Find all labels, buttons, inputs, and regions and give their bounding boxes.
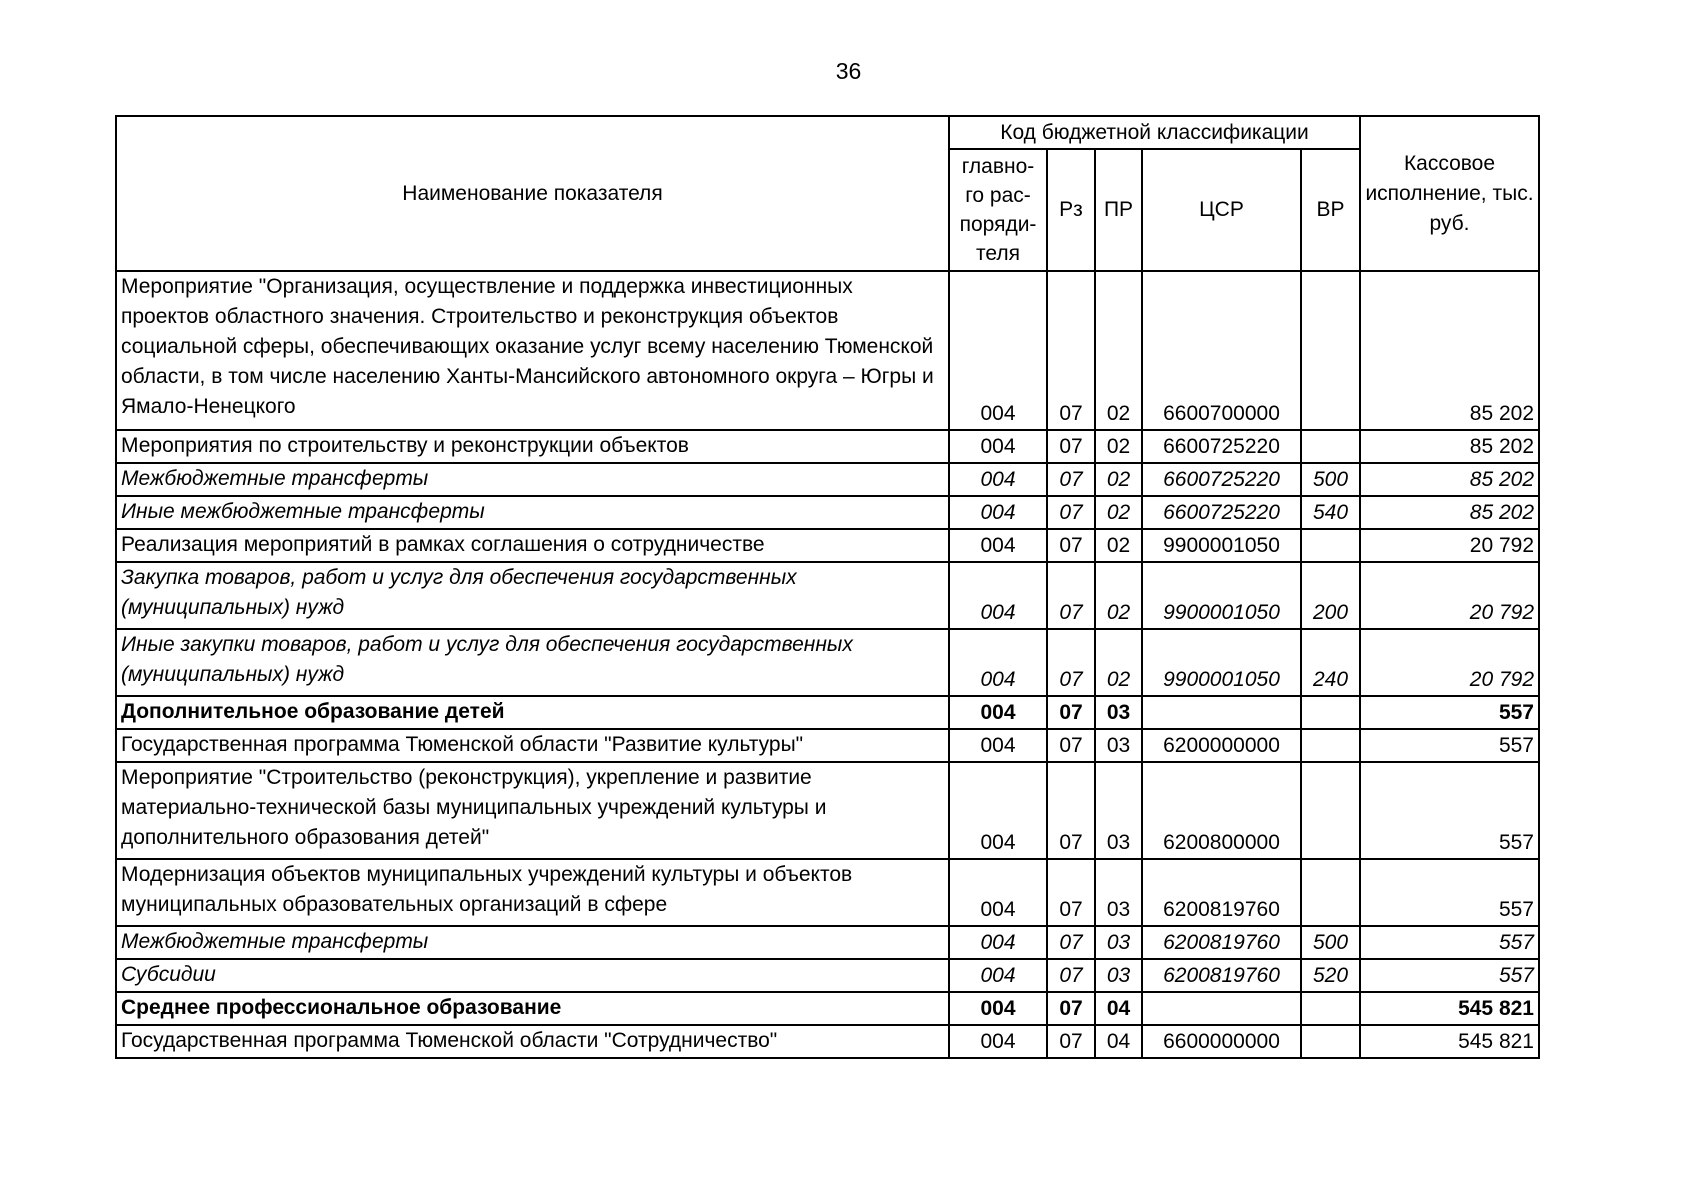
row-name: Мероприятие "Строительство (реконструкция), укрепление и развитие материально-технической базы муниципальных учреждений культуры и дополнительного образования детей" xyxy=(116,762,949,859)
row-csr: 6600000000 xyxy=(1142,1025,1301,1058)
row-name: Межбюджетные трансферты xyxy=(116,926,949,959)
header-cash-execution: Кассовое исполнение, тыс. руб. xyxy=(1360,116,1539,271)
row-csr: 6200000000 xyxy=(1142,729,1301,762)
table-row xyxy=(116,1025,1539,1058)
row-amount: 85 202 xyxy=(1360,463,1539,496)
row-vr xyxy=(1301,529,1360,562)
row-pr: 02 xyxy=(1095,629,1142,696)
row-amount: 20 792 xyxy=(1360,629,1539,696)
row-pr: 03 xyxy=(1095,729,1142,762)
row-csr xyxy=(1142,696,1301,729)
row-rz: 07 xyxy=(1047,430,1095,463)
row-vr: 200 xyxy=(1301,562,1360,629)
row-name: Государственная программа Тюменской области "Сотрудничество" xyxy=(116,1025,949,1058)
row-vr: 500 xyxy=(1301,926,1360,959)
row-name: Дополнительное образование детей xyxy=(116,696,949,729)
row-pr: 02 xyxy=(1095,529,1142,562)
row-vr xyxy=(1301,859,1360,926)
row-pr: 02 xyxy=(1095,496,1142,529)
table-row xyxy=(116,430,1539,463)
row-name: Реализация мероприятий в рамках соглашения о сотрудничестве xyxy=(116,529,949,562)
table-row xyxy=(116,992,1539,1025)
row-pr: 02 xyxy=(1095,430,1142,463)
row-vr xyxy=(1301,430,1360,463)
row-rz: 07 xyxy=(1047,859,1095,926)
row-vr: 520 xyxy=(1301,959,1360,992)
header-csr: ЦСР xyxy=(1142,149,1301,271)
header-gr: главно-го рас-поряди-теля xyxy=(949,149,1047,271)
row-pr: 04 xyxy=(1095,992,1142,1025)
row-rz: 07 xyxy=(1047,729,1095,762)
row-pr: 03 xyxy=(1095,859,1142,926)
header-rz: Рз xyxy=(1047,149,1095,271)
row-amount: 545 821 xyxy=(1360,1025,1539,1058)
row-gr: 004 xyxy=(949,926,1047,959)
row-name: Иные закупки товаров, работ и услуг для обеспечения государственных (муниципальных) нужд xyxy=(116,629,949,696)
table-row xyxy=(116,762,1539,859)
row-rz: 07 xyxy=(1047,629,1095,696)
row-rz: 07 xyxy=(1047,529,1095,562)
row-csr: 6200800000 xyxy=(1142,762,1301,859)
row-name: Иные межбюджетные трансферты xyxy=(116,496,949,529)
table-row xyxy=(116,629,1539,696)
table-row xyxy=(116,463,1539,496)
row-amount: 85 202 xyxy=(1360,496,1539,529)
row-gr: 004 xyxy=(949,729,1047,762)
row-name: Мероприятия по строительству и реконструкции объектов xyxy=(116,430,949,463)
table-row xyxy=(116,271,1539,430)
row-rz: 07 xyxy=(1047,762,1095,859)
row-amount: 20 792 xyxy=(1360,562,1539,629)
row-amount: 557 xyxy=(1360,729,1539,762)
row-gr: 004 xyxy=(949,992,1047,1025)
row-amount: 85 202 xyxy=(1360,271,1539,430)
row-rz: 07 xyxy=(1047,926,1095,959)
table-row xyxy=(116,959,1539,992)
table-row xyxy=(116,729,1539,762)
row-rz: 07 xyxy=(1047,959,1095,992)
row-gr: 004 xyxy=(949,696,1047,729)
header-name: Наименование показателя xyxy=(116,116,949,271)
row-vr xyxy=(1301,271,1360,430)
row-pr: 02 xyxy=(1095,562,1142,629)
row-gr: 004 xyxy=(949,463,1047,496)
row-csr: 6600725220 xyxy=(1142,463,1301,496)
row-gr: 004 xyxy=(949,629,1047,696)
row-csr: 9900001050 xyxy=(1142,529,1301,562)
row-csr xyxy=(1142,992,1301,1025)
row-gr: 004 xyxy=(949,1025,1047,1058)
row-pr: 02 xyxy=(1095,271,1142,430)
table-row xyxy=(116,696,1539,729)
row-amount: 20 792 xyxy=(1360,529,1539,562)
row-pr: 03 xyxy=(1095,926,1142,959)
row-gr: 004 xyxy=(949,859,1047,926)
row-amount: 85 202 xyxy=(1360,430,1539,463)
row-gr: 004 xyxy=(949,762,1047,859)
row-name: Государственная программа Тюменской области "Развитие культуры" xyxy=(116,729,949,762)
row-csr: 6600725220 xyxy=(1142,496,1301,529)
row-amount: 557 xyxy=(1360,859,1539,926)
row-name: Закупка товаров, работ и услуг для обеспечения государственных (муниципальных) нужд xyxy=(116,562,949,629)
table-row xyxy=(116,529,1539,562)
row-gr: 004 xyxy=(949,430,1047,463)
row-gr: 004 xyxy=(949,271,1047,430)
row-amount: 557 xyxy=(1360,762,1539,859)
row-csr: 6200819760 xyxy=(1142,859,1301,926)
table-row xyxy=(116,496,1539,529)
row-rz: 07 xyxy=(1047,562,1095,629)
row-vr: 500 xyxy=(1301,463,1360,496)
row-rz: 07 xyxy=(1047,1025,1095,1058)
row-vr: 240 xyxy=(1301,629,1360,696)
row-amount: 557 xyxy=(1360,959,1539,992)
row-gr: 004 xyxy=(949,562,1047,629)
row-amount: 545 821 xyxy=(1360,992,1539,1025)
row-vr xyxy=(1301,992,1360,1025)
row-csr: 9900001050 xyxy=(1142,562,1301,629)
table-row xyxy=(116,562,1539,629)
row-vr xyxy=(1301,696,1360,729)
table-row xyxy=(116,926,1539,959)
row-amount: 557 xyxy=(1360,926,1539,959)
row-pr: 03 xyxy=(1095,762,1142,859)
row-csr: 6600700000 xyxy=(1142,271,1301,430)
row-pr: 02 xyxy=(1095,463,1142,496)
row-csr: 6600725220 xyxy=(1142,430,1301,463)
row-rz: 07 xyxy=(1047,496,1095,529)
row-csr: 9900001050 xyxy=(1142,629,1301,696)
row-csr: 6200819760 xyxy=(1142,926,1301,959)
row-name: Субсидии xyxy=(116,959,949,992)
row-vr: 540 xyxy=(1301,496,1360,529)
row-name: Межбюджетные трансферты xyxy=(116,463,949,496)
row-vr xyxy=(1301,729,1360,762)
row-vr xyxy=(1301,762,1360,859)
header-vr: ВР xyxy=(1301,149,1360,271)
row-rz: 07 xyxy=(1047,992,1095,1025)
row-gr: 004 xyxy=(949,529,1047,562)
row-rz: 07 xyxy=(1047,463,1095,496)
row-pr: 04 xyxy=(1095,1025,1142,1058)
table-row xyxy=(116,859,1539,926)
budget-execution-table xyxy=(115,115,1540,1059)
row-vr xyxy=(1301,1025,1360,1058)
row-gr: 004 xyxy=(949,959,1047,992)
row-rz: 07 xyxy=(1047,696,1095,729)
header-pr: ПР xyxy=(1095,149,1142,271)
page-number: 36 xyxy=(835,58,862,84)
row-name: Среднее профессиональное образование xyxy=(116,992,949,1025)
row-pr: 03 xyxy=(1095,696,1142,729)
row-name: Модернизация объектов муниципальных учреждений культуры и объектов муниципальных образовательных организаций в сфере xyxy=(116,859,949,926)
row-pr: 03 xyxy=(1095,959,1142,992)
row-name: Мероприятие "Организация, осуществление и поддержка инвестиционных проектов областного значения. Строительство и реконструкция объектов социальной сферы, обеспечивающих оказание услуг всему населению Тюменской области, в том числе населению Ханты-Мансийского автономного округа – Югры и Ямало-Ненецкого xyxy=(116,271,949,430)
header-code-group: Код бюджетной классификации xyxy=(949,116,1360,149)
row-rz: 07 xyxy=(1047,271,1095,430)
row-csr: 6200819760 xyxy=(1142,959,1301,992)
row-amount: 557 xyxy=(1360,696,1539,729)
row-gr: 004 xyxy=(949,496,1047,529)
